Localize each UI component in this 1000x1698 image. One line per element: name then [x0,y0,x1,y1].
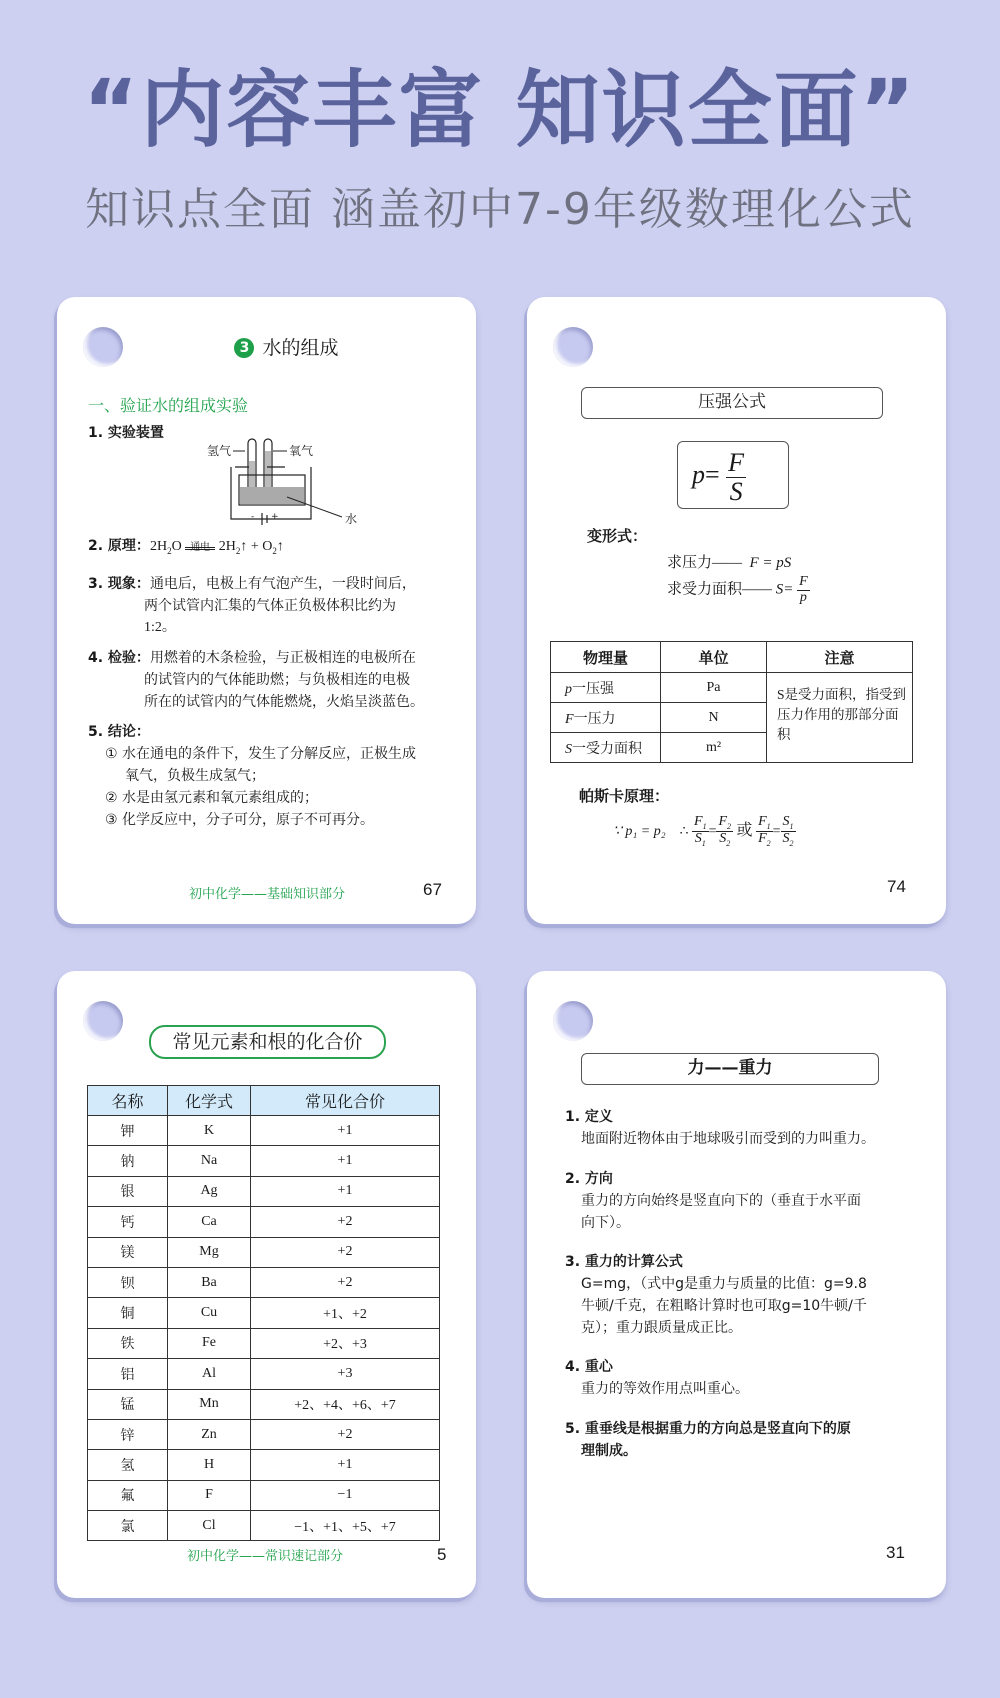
table-row [88,1116,440,1146]
table-row [88,1389,440,1419]
svg-text:+: + [271,512,279,522]
card-title: 3 水的组成 [57,333,476,360]
pascal-heading: 帕斯卡原理： [579,787,670,805]
formula-cell: F [168,1480,251,1510]
formula-cell: Cu [168,1298,251,1328]
formula-cell: Ca [168,1207,251,1237]
item-2: 2. 原理：$2H_2O$ 通电 $2H_2↑$ + $O_2↑$ [88,538,284,556]
valence-cell: +1 [251,1176,440,1206]
element-name-cell: 氢 [88,1450,168,1480]
section-heading: 一、验证水的组成实验 [88,396,249,415]
table-row [88,1359,440,1389]
element-name-cell: 钙 [88,1207,168,1237]
table-row [88,1146,440,1176]
table-row [88,1207,440,1237]
svg-text:-: - [251,512,255,522]
pascal-formula: ∵ p₁ = p₂ ∴ $\frac{F_1}{S_1}$ = $\frac{F_2}{S_2}$ 或 $\frac{F_1}{F_2}$ = $\frac{S_1}{S_2}$ [613,814,794,848]
card-title: 常见元素和根的化合价 [149,1025,386,1059]
main-formula-box: p= $\frac{F}{S}$ [677,441,789,509]
table-row [88,1176,440,1206]
variants-heading: 变形式： [587,527,648,545]
page-number: 5 [437,1545,447,1564]
page-number: 74 [887,877,906,896]
valence-cell: +1、+2 [251,1298,440,1328]
formula-cell: Cl [168,1511,251,1541]
variant-force: 求压力—— F = pS [667,555,792,571]
element-name-cell: 氯 [88,1511,168,1541]
card-pressure-formula [527,297,946,924]
item-5: 5. 结论： ① 水在通电的条件下，发生了分解反应，正极生成 氧气，负极生成氢气； ② 水是由氢元素和氧元素组成的； ③ 化学反应中，分子可分，原子不可再分。 [88,724,416,828]
card-footer: 初中化学——常识速记部分 [187,1549,344,1564]
element-name-cell: 锰 [88,1389,168,1419]
valence-cell: +2、+4、+6、+7 [251,1389,440,1419]
formula-cell: H [168,1450,251,1480]
valence-cell: −1、+1、+5、+7 [251,1511,440,1541]
subheadline: 知识点全面 涵盖初中7-9年级数理化公式 [85,184,915,235]
element-name-cell: 铜 [88,1298,168,1328]
valence-cell: +1 [251,1116,440,1146]
card-water-composition [57,297,476,924]
card-valence-table [57,971,476,1598]
table-row [88,1480,440,1510]
item-4: 4. 检验：用燃着的木条检验，与正极相连的电极所在 的试管内的气体能助燃；与负极相连的电极 所在的试管内的气体能燃烧，火焰呈淡蓝色。 [88,650,424,710]
valence-cell: +2 [251,1419,440,1449]
valence-cell: +1 [251,1146,440,1176]
valence-cell: +2 [251,1267,440,1297]
card-gravity [527,971,946,1598]
page-number: 67 [423,880,442,899]
element-name-cell: 钠 [88,1146,168,1176]
formula-cell: Ba [168,1267,251,1297]
element-name-cell: 锌 [88,1419,168,1449]
valence-cell: −1 [251,1480,440,1510]
headline: “内容丰富 知识全面” [83,61,917,159]
svg-text:氢气: 氢气 [207,444,232,458]
valence-cell: +1 [251,1450,440,1480]
formula-cell: Al [168,1359,251,1389]
element-name-cell: 铝 [88,1359,168,1389]
element-name-cell: 铁 [88,1328,168,1358]
variant-area: 求受力面积—— S= $\frac{F}{p}$ [667,574,808,605]
punch-hole-icon [83,1001,123,1041]
item-plumb-line: 5. 重垂线是根据重力的方向总是竖直向下的原 理制成。 [565,1421,851,1459]
table-row [88,1450,440,1480]
item-center-of-gravity: 4. 重心 重力的等效作用点叫重心。 [565,1359,749,1397]
table-row [88,1237,440,1267]
electrolysis-apparatus-diagram [207,437,377,537]
card-footer: 初中化学——基础知识部分 [189,887,346,902]
formula-cell: Fe [168,1328,251,1358]
page-number: 31 [886,1543,905,1562]
formula-cell: Ag [168,1176,251,1206]
valence-cell: +2 [251,1207,440,1237]
valence-cell: +2 [251,1237,440,1267]
item-definition: 1. 定义 地面附近物体由于地球吸引而受到的力叫重力。 [565,1109,875,1147]
punch-hole-icon [553,327,593,367]
pressure-units-table: 物理量 单位 注意 p一压强 Pa S是受力面积，指受到压力作用的那部分面积 F一压力 N S一受力面积 m² [550,641,913,763]
item-direction: 2. 方向 重力的方向始终是竖直向下的（垂直于水平面 向下）。 [565,1171,861,1231]
element-name-cell: 氟 [88,1480,168,1510]
element-name-cell: 镁 [88,1237,168,1267]
formula-cell: Mg [168,1237,251,1267]
number-badge: 3 [234,338,254,358]
item-1-label: 1. 实验装置 [88,425,164,441]
table-row [88,1298,440,1328]
valence-cell: +3 [251,1359,440,1389]
element-name-cell: 银 [88,1176,168,1206]
punch-hole-icon [553,1001,593,1041]
svg-text:水: 水 [345,512,358,526]
formula-cell: Zn [168,1419,251,1449]
table-row [88,1511,440,1541]
valence-table: 名称 化学式 常见化合价 钾 K +1 钠 Na +1 银 Ag +1 钙 Ca +2 镁 Mg +2 钡 Ba +2 铜 Cu +1、+2 铁 Fe +2、+3 铝 Al +3 锰 Mn +2、+4、+6、+7 锌 Zn +2 氢 H +1 氟 F −1 氯 Cl −1、+1、+5、+7 [87,1085,440,1541]
formula-cell: Mn [168,1389,251,1419]
element-name-cell: 钡 [88,1267,168,1297]
valence-cell: +2、+3 [251,1328,440,1358]
formula-cell: K [168,1116,251,1146]
svg-text:氧气: 氧气 [289,444,314,458]
card-title: 压强公式 [581,387,883,419]
item-formula: 3. 重力的计算公式 G=mg，（式中g是重力与质量的比值：g=9.8 牛顿/千克，在粗略计算时也可取g=10牛顿/千 克）；重力跟质量成正比。 [565,1254,867,1336]
card-title: 力——重力 [581,1053,879,1085]
item-3: 3. 现象：通电后，电极上有气泡产生，一段时间后， 两个试管内汇集的气体正负极体积比约为 1:2。 [88,576,416,635]
table-row [88,1419,440,1449]
table-row [88,1328,440,1358]
formula-cell: Na [168,1146,251,1176]
table-row [88,1267,440,1297]
element-name-cell: 钾 [88,1116,168,1146]
